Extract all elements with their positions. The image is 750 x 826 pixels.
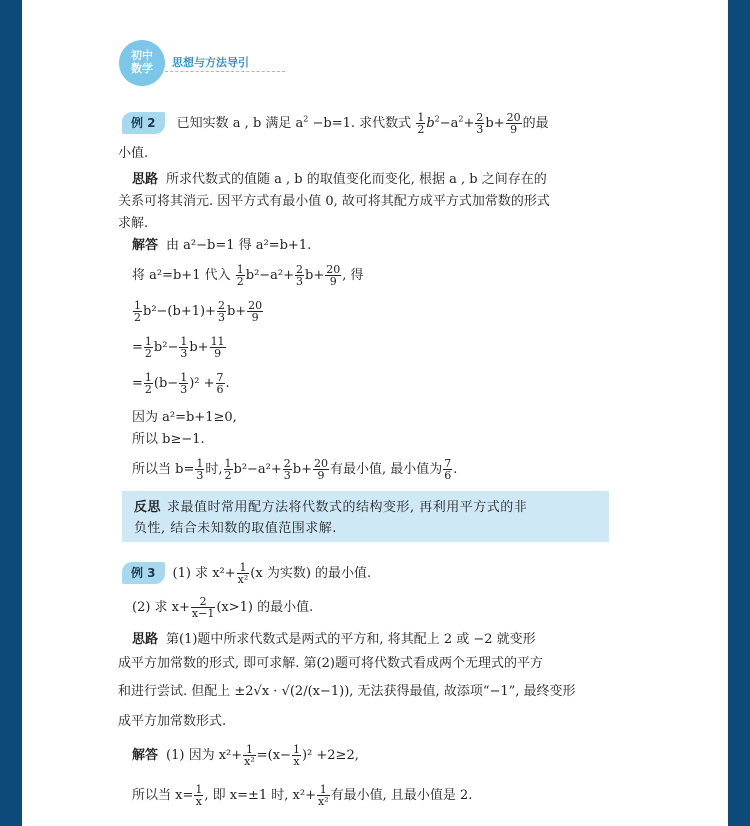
text: 所以当 b=: [132, 462, 195, 477]
header-divider: [160, 71, 285, 72]
fraction: $\frac{20}{9}$: [248, 299, 263, 324]
fraction: $\frac{11}{9}$: [210, 335, 225, 360]
fraction: $\frac{2}{x-1}$: [191, 595, 215, 620]
equation-line2: [132, 336, 227, 359]
header-title: 思想与方法导引: [172, 56, 249, 69]
badge-line1: 初中: [131, 49, 153, 62]
text: b+: [226, 304, 247, 319]
text: 由 a²−b=1 得 a²=b+1.: [166, 238, 312, 253]
text: −b=1. 求代数式: [312, 116, 412, 131]
reflection-box: [122, 491, 609, 542]
fraction: $\frac{1}{2}$: [236, 263, 244, 288]
fraction: $\frac{1}{3}$: [180, 335, 188, 360]
sup: 2: [303, 114, 309, 124]
text: , 即 x=±1 时, x²+: [204, 788, 316, 803]
text: =(x−: [256, 748, 291, 763]
fraction: $\frac{20}{9}$: [314, 457, 328, 482]
text: (x 为实数) 的最小值.: [250, 566, 372, 581]
text: b²−a²+: [245, 268, 295, 283]
reflection-text: [134, 497, 599, 539]
fraction: $\frac{1}{x}$: [195, 783, 203, 808]
example3-question1: [122, 562, 371, 585]
reflection-label: 反思: [134, 500, 162, 515]
text: (x>1) 的最小值.: [216, 600, 314, 615]
solution-label: 解答: [132, 238, 159, 253]
fraction: $\frac{1}{2}$: [417, 111, 425, 136]
reflection-line1: [134, 497, 599, 518]
right-border: [728, 0, 750, 826]
text: 求最值时常用配方法将代数式的结构变形, 再利用平方式的非: [167, 500, 528, 515]
left-border: [0, 0, 22, 826]
reflection-line2: 负性, 结合未知数的取值范围求解.: [134, 521, 337, 536]
example3-label: 例 3: [122, 562, 165, 584]
example2-idea-line3: 求解.: [118, 216, 149, 231]
since-line: 因为 a²=b+1≥0,: [132, 410, 237, 425]
example2-solution-line1: [132, 236, 311, 256]
fraction: $\frac{1}{2}$: [144, 335, 152, 360]
text: 已知实数 a , b 满足 a: [176, 116, 304, 131]
text: b²−a²+: [233, 462, 282, 477]
text: (2) 求 x+: [132, 600, 190, 615]
badge-line2: 数学: [131, 62, 153, 75]
example2-idea-line1: [132, 170, 547, 190]
example2-solution-line2: [132, 264, 364, 287]
text: b: [426, 116, 435, 131]
text: b+: [292, 462, 312, 477]
fraction: $\frac{2}{3}$: [283, 457, 291, 482]
example2-label: 例 2: [122, 112, 165, 134]
idea-label: 思路: [132, 172, 159, 187]
text: b+: [189, 340, 209, 355]
fraction: $\frac{7}{6}$: [216, 371, 224, 396]
text: )² +: [189, 376, 215, 391]
text: b+: [485, 116, 505, 131]
text: .: [225, 376, 230, 391]
fraction: $\frac{1}{3}$: [196, 457, 204, 482]
text: +: [463, 116, 475, 131]
text: b²−: [153, 340, 179, 355]
fraction: $\frac{20}{9}$: [506, 111, 521, 136]
text: .: [453, 462, 458, 477]
text: 的最: [522, 116, 549, 131]
text: 所以当 x=: [132, 788, 194, 803]
fraction: $\frac{2}{3}$: [296, 263, 304, 288]
fraction: $\frac{1}{\text{x²}}$: [237, 561, 249, 586]
idea-label: 思路: [132, 632, 159, 647]
example2-idea-line2: 关系可将其消元. 因平方式有最小值 0, 故可将其配方成平方式加常数的形式: [118, 194, 550, 209]
text: =: [132, 340, 143, 355]
example2-question-line1: 例 2 已知实数 a , b 满足 $a^2 -b=1$. 求代数式 $\frac{1}{2}$ $b^2-a^2+$ $\frac{2}{3}$ b+ $\frac{20}{9}$ 的最: [122, 112, 549, 135]
fraction: $\frac{1}{2}$: [134, 299, 141, 324]
text: b+: [305, 268, 325, 283]
text: (1) 求 x²+: [172, 566, 236, 581]
text: =: [132, 376, 143, 391]
example2-question-line2: 小值.: [118, 146, 149, 161]
fraction: $\frac{1}{\text{x²}}$: [317, 783, 329, 808]
text: (b−: [153, 376, 179, 391]
equation-line1: [132, 300, 264, 323]
fraction: $\frac{1}{\text{x²}}$: [244, 743, 255, 768]
example3-solution-line1: [132, 744, 359, 767]
example3-idea-line1: [132, 630, 536, 650]
text: )² +2≥2,: [301, 748, 359, 763]
chapter-badge: [119, 40, 165, 86]
fraction: $\frac{7}{6}$: [444, 457, 452, 482]
example3-question2: [132, 596, 313, 619]
text: 有最小值, 且最小值是 2.: [330, 788, 473, 803]
fraction: $\frac{2}{3}$: [217, 299, 225, 324]
fraction: $\frac{1}{2}$: [144, 371, 152, 396]
fraction: $\frac{2}{3}$: [476, 111, 484, 136]
text: b²−(b+1)+: [143, 304, 216, 319]
text: 将 a²=b+1 代入: [132, 268, 231, 283]
solution-label: 解答: [132, 748, 159, 763]
text: , 得: [342, 268, 364, 283]
example3-idea-line3: 和进行尝试. 但配上 ±2√x · √(2/(x−1)), 无法获得最值, 故添项“−1”, 最终变形: [118, 684, 576, 699]
text: 所求代数式的值随 a , b 的取值变化而变化, 根据 a , b 之间存在的: [166, 172, 547, 187]
so-line: 所以 b≥−1.: [132, 432, 205, 447]
final-line: [132, 458, 457, 481]
text: −a: [439, 116, 459, 131]
example3-idea-line2: 成平方加常数的形式, 即可求解. 第(2)题可将代数式看成两个无理式的平方: [118, 656, 543, 671]
text: 有最小值, 最小值为: [330, 462, 443, 477]
fraction: $\frac{1}{2}$: [224, 457, 232, 482]
fraction: $\frac{1}{x}$: [292, 743, 300, 768]
example3-solution-line2: [132, 784, 472, 807]
equation-line3: [132, 372, 230, 395]
fraction: $\frac{1}{3}$: [180, 371, 188, 396]
text: (1) 因为 x²+: [166, 748, 243, 763]
text: 第(1)题中所求代数式是两式的平方和, 将其配上 2 或 −2 就变形: [166, 632, 536, 647]
example3-idea-line4: 成平方加常数形式.: [118, 714, 227, 729]
text: 时,: [205, 462, 223, 477]
fraction: $\frac{20}{9}$: [326, 263, 341, 288]
